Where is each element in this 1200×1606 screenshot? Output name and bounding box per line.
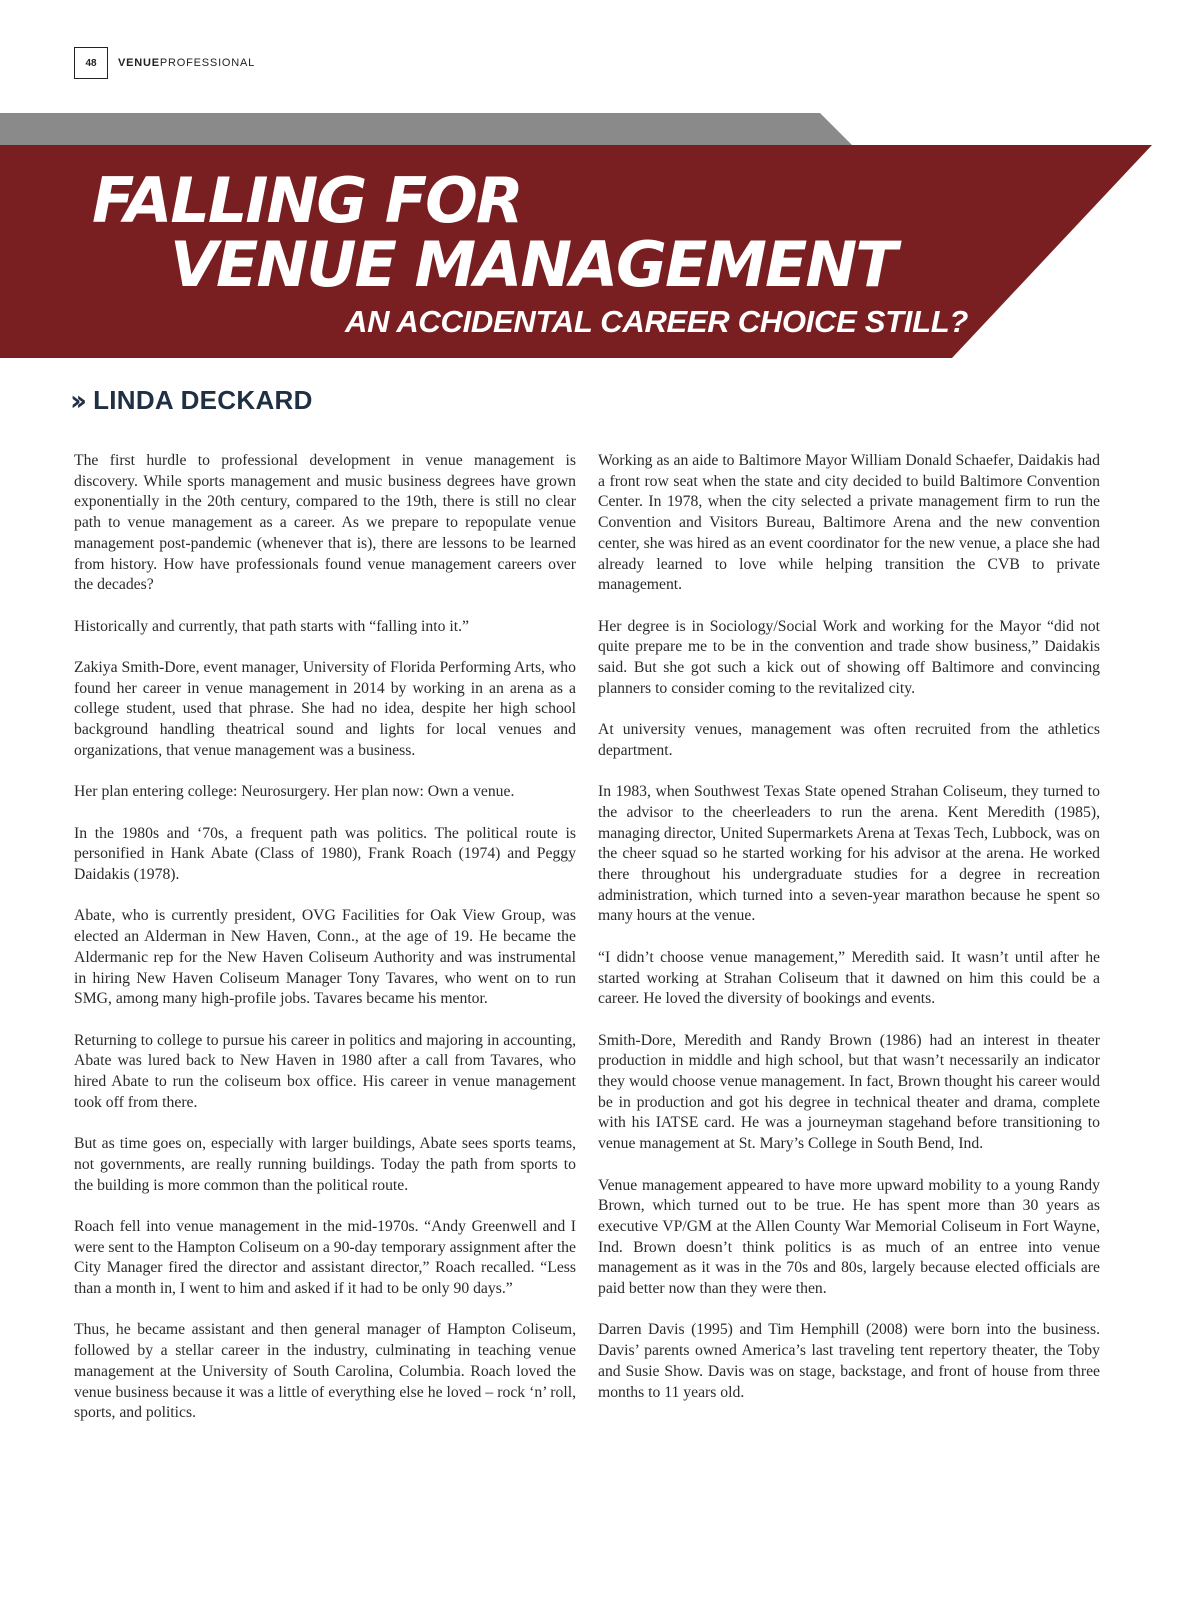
article-title-line-1: FALLING FOR	[92, 164, 522, 237]
paragraph: Abate, who is currently president, OVG Facilities for Oak View Group, was elected an Alderman in New Haven, Conn., at the age of 19. He became the Aldermanic rep for the New Haven Coliseum Authority and was instrumental in hiring New Haven Coliseum Manager Tony Tavares, who went on to run SMG, among many high-profile jobs. Tavares became his mentor.	[74, 907, 576, 1008]
paragraph: Thus, he became assistant and then general manager of Hampton Coliseum, followed by a stellar career in the industry, culminating in teaching venue management at the University of South Carolina, Columbia. Roach loved the venue business because it was a little of everything else he loved – rock ‘n’ roll, sports, and politics.	[74, 1321, 576, 1422]
paragraph: Roach fell into venue management in the mid-1970s. “Andy Greenwell and I were sent to the Hampton Coliseum on a 90-day temporary assignment after the City Manager fired the director and assistant director,” Roach recalled. “Less than a month in, I went to him and asked if it had to be only 90 days.”	[74, 1217, 576, 1297]
brand-bold: VENUE	[118, 57, 160, 69]
title-banner	[0, 0, 1200, 380]
banner-gray-stripe	[0, 113, 852, 145]
article-column-right	[598, 451, 1100, 1424]
article-column-left	[74, 451, 576, 1445]
paragraph: In 1983, when Southwest Texas State opened Strahan Coliseum, they turned to the advisor to the cheerleaders to run the arena. Kent Meredith (1985), managing director, United Supermarkets Arena at Texas Tech, Lubbock, was on the cheer squad so he started working for his advisor at the arena. He worked there throughout his undergraduate studies for a degree in recreation administration, which turned into a seven-year marathon because he spent so many hours at the venue.	[598, 783, 1100, 925]
paragraph: The first hurdle to professional development in venue management is discovery. While sports management and music business degrees have grown exponentially in the 20th century, compared to the 19th, there is still no clear path to venue management as a career. As we prepare to repopulate venue management post-pandemic (whenever that is), there are lessons to be learned from history. How have professionals found venue management careers over the decades?	[74, 452, 576, 594]
paragraph: Returning to college to pursue his career in politics and majoring in accounting, Abate was lured back to New Haven in 1980 after a call from Tavares, who hired Abate to run the coliseum box office. His career in venue management took off from there.	[74, 1031, 576, 1111]
paragraph: Venue management appeared to have more upward mobility to a young Randy Brown, which turned out to be true. He has spent more than 30 years as executive VP/GM at the Allen County War Memorial Coliseum in Fort Wayne, Ind. Brown doesn’t think politics is as much of an entree into venue management as it was in the 70s and 80s, largely because elected officials are paid better now than they were then.	[598, 1176, 1100, 1298]
double-chevron-right-icon: ››	[70, 383, 82, 417]
article-title-line-2: VENUE MANAGEMENT	[170, 228, 896, 301]
paragraph: But as time goes on, especially with larger buildings, Abate sees sports teams, not governments, are really running buildings. Today the path from sports to the building is more common than the political route.	[74, 1135, 576, 1194]
paragraph: At university venues, management was often recruited from the athletics department.	[598, 721, 1100, 759]
paragraph: Zakiya Smith-Dore, event manager, University of Florida Performing Arts, who found her career in venue management in 2014 by working in an arena as a college student, used that phrase. She had no idea, despite her high school background handling theatrical sound and lights for local venues and organizations, that venue management was a business.	[74, 659, 576, 759]
paragraph: Darren Davis (1995) and Tim Hemphill (2008) were born into the business. Davis’ parents owned America’s last traveling tent repertory theater, the Toby and Susie Show. Davis was on stage, backstage, and front of house from three months to 11 years old.	[598, 1321, 1100, 1401]
page-number: 48	[74, 47, 108, 79]
paragraph: Her degree is in Sociology/Social Work and working for the Mayor “did not quite prepare me to be in the convention and trade show business,” Daidakis said. But she got such a kick out of showing off Baltimore and convincing planners to consider coming to the revitalized city.	[598, 617, 1100, 697]
paragraph: “I didn’t choose venue management,” Meredith said. It wasn’t until after he started working at Strahan Coliseum that it dawned on him this could be a career. He loved the diversity of bookings and events.	[598, 948, 1100, 1008]
brand-light: PROFESSIONAL	[159, 57, 256, 69]
paragraph: Historically and currently, that path starts with “falling into it.”	[74, 617, 469, 635]
author-name: LINDA DECKARD	[93, 384, 313, 415]
paragraph: Her plan entering college: Neurosurgery. Her plan now: Own a venue.	[74, 783, 515, 801]
article-subtitle: AN ACCIDENTAL CAREER CHOICE STILL?	[345, 304, 968, 339]
paragraph: Smith-Dore, Meredith and Randy Brown (1986) had an interest in theater production in middle and high school, but that wasn’t necessarily an indicator they would choose venue management. In fact, Brown thought his career would be in production and got his degree in technical theater and drama, complete with his IATSE card. He was a journeyman stagehand before transitioning to venue management at St. Mary’s College in South Bend, Ind.	[598, 1031, 1100, 1153]
byline	[70, 383, 313, 417]
paragraph: Working as an aide to Baltimore Mayor William Donald Schaefer, Daidakis had a front row seat when the state and city decided to build Baltimore Convention Center. In 1978, when the city selected a private management firm to run the Convention and Visitors Bureau, Baltimore Arena and the new convention center, she was hired as an event coordinator for the new venue, a place she had already learned to love while helping transition the CVB to private management.	[598, 452, 1100, 594]
paragraph: In the 1980s and ‘70s, a frequent path was politics. The political route is personified in Hank Abate (Class of 1980), Frank Roach (1974) and Peggy Daidakis (1978).	[74, 824, 576, 883]
